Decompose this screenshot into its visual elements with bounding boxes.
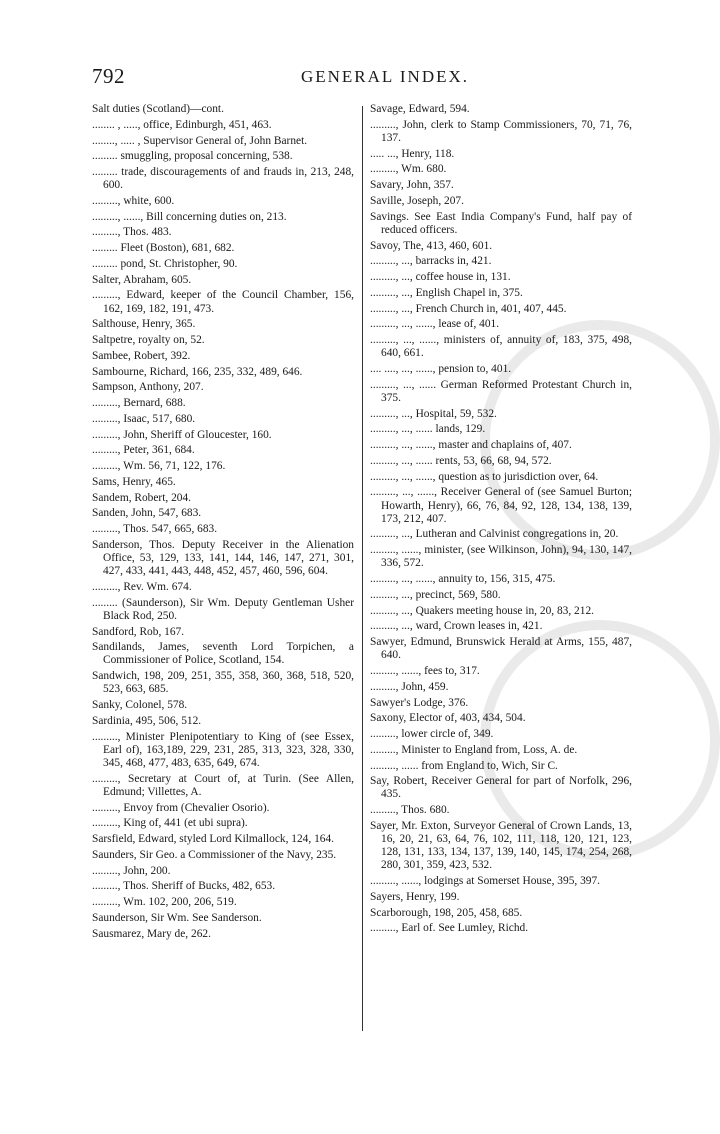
index-entry: Saunderson, Sir Wm. See Sanderson. [92, 911, 262, 924]
index-entry: ........., ..., Hospital, 59, 532. [370, 407, 497, 420]
index-entry: ........., Edward, keeper of the Council Chamber, 156, 162, 169, 182, 191, 473. [92, 289, 354, 315]
index-entry: ........., ..., ward, Crown leases in, 421. [370, 620, 543, 633]
index-entry: ..... ..., Henry, 118. [370, 147, 455, 160]
index-entry: Sayers, Henry, 199. [370, 890, 460, 903]
index-entry: Sandwich, 198, 209, 251, 355, 358, 360, 368, 518, 520, 523, 663, 685. [92, 670, 354, 696]
index-entry: ........., Minister Plenipotentiary to King of (see Essex, Earl of), 163,189, 229, 231, 285, 313, 323, 328, 330, 345, 468, 477, 483, 635, 649, 674. [92, 730, 354, 769]
index-entry: ......... Fleet (Boston), 681, 682. [92, 242, 235, 255]
index-entry: ........., Minister to England from, Loss, A. de. [370, 743, 578, 756]
index-entry: ........., Thos. Sheriff of Bucks, 482, 653. [92, 880, 276, 893]
index-entry: Savage, Edward, 594. [370, 103, 470, 115]
index-entry: ........., ......, minister, (see Wilkinson, John), 94, 130, 147, 336, 572. [370, 544, 632, 570]
index-entry: ........., ..., barracks in, 421. [370, 255, 492, 268]
index-entry: ........., Wm. 102, 200, 206, 519. [92, 896, 237, 909]
running-title: GENERAL INDEX. [300, 67, 470, 86]
index-entry: ........., white, 600. [92, 194, 175, 207]
index-entry: Sausmarez, Mary de, 262. [92, 927, 211, 940]
index-entry: ......... smuggling, proposal concerning, 538. [92, 150, 293, 163]
index-entry: ........., Secretary at Court of, at Turin. (See Allen, Edmund; Villettes, A. [92, 772, 354, 798]
index-entry: ........., Thos. 483. [92, 226, 172, 239]
index-entry: Saville, Joseph, 207. [370, 194, 464, 207]
index-entry: ........., ..., ...... lands, 129. [370, 423, 486, 436]
index-entry: ........., ..., English Chapel in, 375. [370, 286, 523, 299]
index-entry: ........., ..., French Church in, 401, 407, 445. [370, 302, 567, 315]
index-entry: ........., ......, fees to, 317. [370, 665, 480, 677]
index-entry: ........., Thos. 547, 665, 683. [92, 523, 218, 536]
index-entry: Say, Robert, Receiver General for part of Norfolk, 296, 435. [370, 775, 632, 801]
index-entry: Sayer, Mr. Exton, Surveyor General of Crown Lands, 13, 16, 20, 21, 63, 64, 76, 102, 111, 118, 120, 121, 123, 128, 131, 133, 134, 137, 139, 140, 145, 174, 254, 268, 280, 301, 359, 423, 532. [370, 819, 632, 872]
index-entry: ........., ...... from England to, Wich, Sir C. [370, 759, 558, 772]
index-entry: ........., Rev. Wm. 674. [92, 580, 192, 593]
index-entry: ........., ..., Lutheran and Calvinist congregations in, 20. [370, 528, 619, 541]
index-entry: Salter, Abraham, 605. [92, 273, 192, 286]
index-entry: ........., ..., ......, master and chaplains of, 407. [370, 439, 572, 452]
index-entry: Salthouse, Henry, 365. [92, 318, 196, 331]
index-entry: ........., ......, lodgings at Somerset House, 395, 397. [370, 875, 601, 888]
index-entry: .... ...., ..., ......, pension to, 401. [370, 362, 512, 375]
index-entry: ......... pond, St. Christopher, 90. [92, 257, 238, 270]
index-entry: ........., ..., ......, annuity to, 156, 315, 475. [370, 573, 556, 586]
index-entry: Sambourne, Richard, 166, 235, 332, 489, 646. [92, 365, 303, 378]
index-entry: ........., ..., Quakers meeting house in, 20, 83, 212. [370, 604, 594, 617]
index-entry: ........., ..., ......, ministers of, annuity of, 183, 375, 498, 640, 661. [370, 334, 632, 360]
index-entry: Savings. See East India Company's Fund, half pay of reduced officers. [370, 210, 632, 236]
index-entry: Sambee, Robert, 392. [92, 349, 191, 362]
index-entry: Scarborough, 198, 205, 458, 685. [370, 906, 523, 919]
index-entry: ........., Thos. 680. [370, 804, 450, 817]
index-entry: ........., Bernard, 688. [92, 397, 186, 410]
index-entry: ........., John, clerk to Stamp Commissioners, 70, 71, 76, 137. [370, 118, 632, 144]
index-entry: ........., King of, 441 (et ubi supra). [92, 817, 248, 830]
index-entry: ........., ..., ...... rents, 53, 66, 68, 94, 572. [370, 454, 552, 467]
index-entry: ........, ..... , Supervisor General of, John Barnet. [92, 134, 308, 147]
index-column-left [92, 103, 354, 943]
index-entry: ........., ..., ...... German Reformed Protestant Church in, 375. [370, 378, 632, 404]
index-entry: ........., Earl of. See Lumley, Richd. [370, 922, 529, 935]
index-entry: Sardinia, 495, 506, 512. [92, 714, 202, 727]
column-divider [362, 106, 363, 1031]
index-entry: Saltpetre, royalty on, 52. [92, 334, 205, 347]
index-entry: Sams, Henry, 465. [92, 475, 176, 488]
index-entry: Savary, John, 357. [370, 179, 454, 192]
index-entry: ........ , ....., office, Edinburgh, 451, 463. [92, 118, 272, 131]
index-entry: ........., John, Sheriff of Gloucester, 160. [92, 428, 272, 441]
index-entry: Savoy, The, 413, 460, 601. [370, 239, 493, 252]
index-entry: ........., ..., coffee house in, 131. [370, 271, 511, 284]
index-entry: Sanderson, Thos. Deputy Receiver in the Alienation Office, 53, 129, 133, 141, 144, 146, 147, 271, 301, 427, 433, 441, 443, 448, 452, 457, 460, 596, 604. [92, 538, 354, 578]
index-entry: ........., John, 200. [92, 864, 171, 877]
index-entry: Saunders, Sir Geo. a Commissioner of the Navy, 235. [92, 848, 337, 861]
index-entry: ........., ......, Bill concerning duties on, 213. [92, 210, 287, 223]
index-entry: ........., Peter, 361, 684. [92, 444, 195, 457]
index-entry: Sanden, John, 547, 683. [92, 507, 202, 520]
index-entry: ........., Wm. 680. [370, 163, 447, 176]
index-entry: Sandford, Rob, 167. [92, 625, 185, 638]
index-column-right [370, 103, 632, 938]
page-header [90, 64, 650, 94]
index-entry: ......... (Saunderson), Sir Wm. Deputy Gentleman Usher Black Rod, 250. [92, 596, 354, 622]
index-entry: ........., Isaac, 517, 680. [92, 412, 196, 425]
index-entry: Sawyer, Edmund, Brunswick Herald at Arms, 155, 487, 640. [370, 636, 632, 662]
index-entry: Sandem, Robert, 204. [92, 491, 192, 504]
index-entry: ........., John, 459. [370, 680, 449, 693]
index-entry: ......... trade, discouragements of and frauds in, 213, 248, 600. [92, 166, 354, 192]
index-entry: ........., lower circle of, 349. [370, 728, 494, 740]
index-entry: ........., ..., ......, question as to jurisdiction over, 64. [370, 470, 599, 483]
index-entry: Sandilands, James, seventh Lord Torpichen, a Commissioner of Police, Scotland, 154. [92, 641, 354, 667]
index-entry: ........., ..., ......, Receiver General of (see Samuel Burton; Howarth, Henry), 66, 76, 84, 92, 128, 134, 138, 139, 173, 212, 407. [370, 486, 632, 525]
index-entry: ........., ..., ......, lease of, 401. [370, 318, 500, 331]
index-entry: ........., Envoy from (Chevalier Osorio). [92, 801, 270, 814]
index-entry: Sampson, Anthony, 207. [92, 381, 204, 394]
index-entry: Sanky, Colonel, 578. [92, 699, 188, 712]
index-entry: ........., ..., precinct, 569, 580. [370, 588, 501, 601]
index-entry: Salt duties (Scotland)—cont. [92, 103, 224, 115]
index-entry: Sarsfield, Edward, styled Lord Kilmallock, 124, 164. [92, 833, 335, 846]
page-number: 792 [92, 64, 125, 88]
index-entry: ........., Wm. 56, 71, 122, 176. [92, 460, 226, 473]
index-entry: Sawyer's Lodge, 376. [370, 696, 469, 709]
index-entry: Saxony, Elector of, 403, 434, 504. [370, 712, 526, 725]
